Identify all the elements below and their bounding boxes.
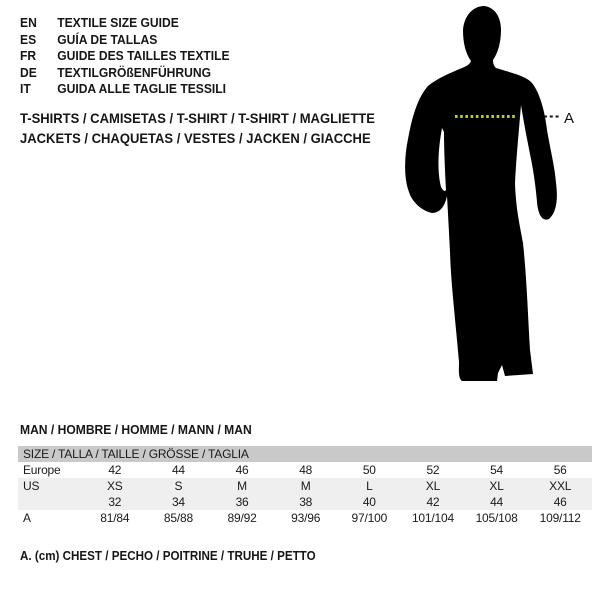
size-cell: XXL [549,479,572,493]
section-title-man: MAN / HOMBRE / HOMME / MANN / MAN [20,422,252,437]
size-cell: 56 [553,463,567,477]
size-table-header: SIZE / TALLA / TAILLE / GRÖSSE / TAGLIA [18,446,592,462]
language-guide-list [20,15,230,98]
size-table [18,446,592,526]
size-cell: XS [107,479,123,493]
size-cell: 101/104 [411,511,454,525]
man-silhouette-figure [400,0,600,400]
language-code: EN [20,15,37,30]
size-cell: 81/84 [100,511,130,525]
language-label: TEXTILE SIZE GUIDE [57,15,179,30]
category-line-tshirts: T-SHIRTS / CAMISETAS / T-SHIRT / T-SHIRT / MAGLIETTE [20,110,375,126]
language-row [20,48,230,65]
size-cell: 42 [426,495,440,509]
size-cell: XL [489,479,504,493]
size-cell: 46 [553,495,567,509]
row-label: Europe [23,463,61,477]
language-code: FR [20,48,37,63]
size-cell: 48 [299,463,313,477]
row-label [18,494,83,510]
language-label: TEXTILGRÖßENFÜHRUNG [57,64,212,80]
size-cell: 34 [171,495,185,509]
size-cell: 85/88 [163,511,193,525]
size-cell: 32 [108,495,122,509]
size-cell: 46 [235,463,249,477]
language-code: IT [20,81,31,96]
size-cell: 54 [490,463,504,477]
size-cell: 42 [108,463,122,477]
size-cell: 89/92 [227,511,257,525]
size-cell: 44 [490,495,504,509]
table-row-us-letters [18,478,592,494]
language-code: ES [20,31,37,47]
language-label: GUIDE DES TAILLES TEXTILE [57,48,230,63]
language-row [20,81,230,98]
size-cell: M [300,479,311,493]
language-row [20,32,230,49]
size-cell: 40 [362,495,376,509]
language-label: GUÍA DE TALLAS [57,31,158,47]
table-row-us-numbers [18,494,592,510]
size-cell: 38 [299,495,313,509]
size-cell: 50 [362,463,376,477]
size-figure [400,0,600,400]
language-row [20,15,230,32]
measure-label-a: A [564,110,575,127]
size-cell: S [174,479,183,493]
size-cell: 109/112 [539,511,581,525]
table-row-europe [18,462,592,478]
garment-categories [20,109,375,148]
size-cell: 97/100 [351,511,388,525]
table-row-chest-cm [18,510,592,526]
size-cell: 36 [235,495,249,509]
row-label: A [23,511,31,525]
row-label: US [23,479,40,493]
size-cell: XL [425,479,441,493]
size-cell: 105/108 [475,511,518,525]
category-line-jackets: JACKETS / CHAQUETAS / VESTES / JACKEN / GIACCHE [20,129,371,146]
size-cell: 44 [171,463,185,477]
language-code: DE [20,64,37,80]
size-cell: 93/96 [291,511,321,525]
language-row [20,65,230,82]
size-cell: 52 [426,463,440,477]
measurement-footnote: A. (cm) CHEST / PECHO / POITRINE / TRUHE / PETTO [20,549,316,563]
size-cell: L [366,479,373,493]
size-cell: M [237,479,247,493]
man-silhouette-path [405,6,557,381]
language-label: GUIDA ALLE TAGLIE TESSILI [57,81,227,96]
